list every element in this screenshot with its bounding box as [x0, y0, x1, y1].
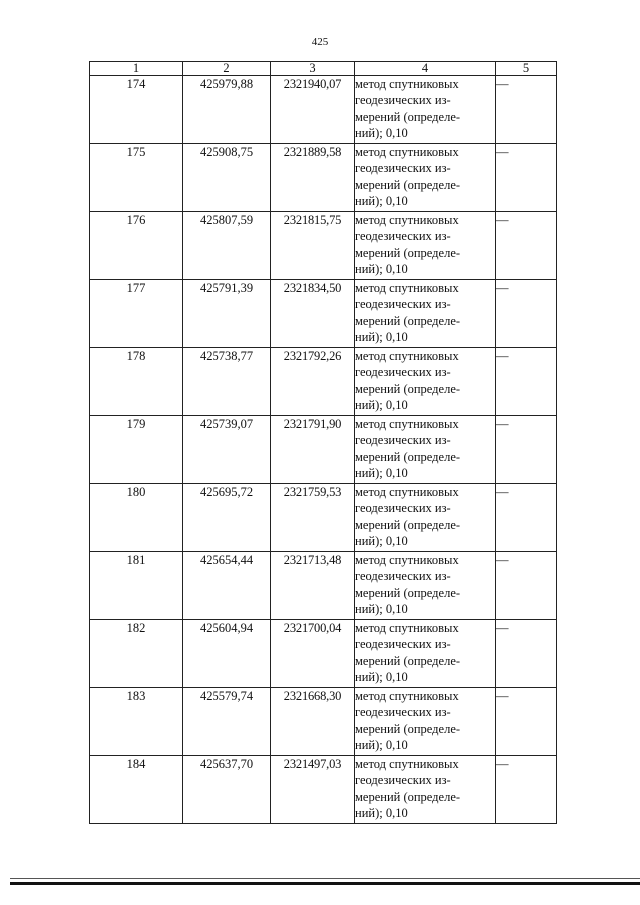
note-cell: — — [496, 688, 557, 756]
point-number-cell: 181 — [90, 552, 183, 620]
method-cell — [355, 552, 496, 620]
method-line: метод спутниковых — [355, 77, 459, 91]
note-cell: — — [496, 76, 557, 144]
point-number-cell: 180 — [90, 484, 183, 552]
note-cell: — — [496, 620, 557, 688]
x-coordinate-cell: 425791,39 — [183, 280, 271, 348]
header-row — [90, 62, 557, 76]
note-cell: — — [496, 280, 557, 348]
method-line: ний); 0,10 — [355, 397, 408, 412]
point-number-cell: 176 — [90, 212, 183, 280]
table-row — [90, 76, 557, 144]
x-coordinate-cell: 425807,59 — [183, 212, 271, 280]
method-line: геодезических из- — [355, 569, 451, 584]
method-cell — [355, 280, 496, 348]
page-number: 425 — [311, 36, 329, 48]
x-coordinate-cell: 425604,94 — [183, 620, 271, 688]
note-cell: — — [496, 348, 557, 416]
point-number-cell: 174 — [90, 76, 183, 144]
point-number-cell: 183 — [90, 688, 183, 756]
y-coordinate-cell: 2321700,04 — [271, 620, 355, 688]
method-line: метод спутниковых — [355, 553, 459, 567]
table-row — [90, 620, 557, 688]
x-coordinate-cell: 425908,75 — [183, 144, 271, 212]
method-cell — [355, 348, 496, 416]
method-line: ний); 0,10 — [355, 465, 408, 480]
method-line: метод спутниковых — [355, 485, 459, 499]
method-line: геодезических из- — [355, 161, 451, 176]
method-line: ний); 0,10 — [355, 805, 408, 820]
y-coordinate-cell: 2321815,75 — [271, 212, 355, 280]
y-coordinate-cell: 2321759,53 — [271, 484, 355, 552]
column-header-1: 1 — [90, 62, 183, 76]
y-coordinate-cell: 2321792,26 — [271, 348, 355, 416]
column-header-4: 4 — [355, 62, 496, 76]
method-line: метод спутниковых — [355, 145, 459, 159]
x-coordinate-cell: 425695,72 — [183, 484, 271, 552]
method-line: геодезических из- — [355, 297, 451, 312]
table-row — [90, 756, 557, 824]
column-header-5: 5 — [496, 62, 557, 76]
method-line: мерений (определе- — [355, 313, 461, 328]
y-coordinate-cell: 2321791,90 — [271, 416, 355, 484]
method-cell — [355, 756, 496, 824]
method-line: геодезических из- — [355, 501, 451, 516]
method-line: метод спутниковых — [355, 417, 459, 431]
y-coordinate-cell: 2321834,50 — [271, 280, 355, 348]
column-header-2: 2 — [183, 62, 271, 76]
table-body — [90, 76, 557, 824]
method-line: ний); 0,10 — [355, 193, 408, 208]
method-cell — [355, 76, 496, 144]
method-line: ний); 0,10 — [355, 533, 408, 548]
y-coordinate-cell: 2321668,30 — [271, 688, 355, 756]
table-row — [90, 144, 557, 212]
y-coordinate-cell: 2321713,48 — [271, 552, 355, 620]
method-line: метод спутниковых — [355, 621, 459, 635]
note-cell: — — [496, 756, 557, 824]
method-line: мерений (определе- — [355, 789, 461, 804]
method-cell — [355, 144, 496, 212]
method-line: мерений (определе- — [355, 721, 461, 736]
method-cell — [355, 688, 496, 756]
method-line: мерений (определе- — [355, 245, 461, 260]
x-coordinate-cell: 425579,74 — [183, 688, 271, 756]
point-number-cell: 182 — [90, 620, 183, 688]
method-line: мерений (определе- — [355, 517, 461, 532]
y-coordinate-cell: 2321940,07 — [271, 76, 355, 144]
method-line: ний); 0,10 — [355, 601, 408, 616]
point-number-cell: 184 — [90, 756, 183, 824]
method-line: ний); 0,10 — [355, 329, 408, 344]
method-line: ний); 0,10 — [355, 125, 408, 140]
note-cell: — — [496, 212, 557, 280]
table-row — [90, 552, 557, 620]
table-row — [90, 688, 557, 756]
point-number-cell: 177 — [90, 280, 183, 348]
y-coordinate-cell: 2321889,58 — [271, 144, 355, 212]
table-header — [90, 62, 557, 76]
point-number-cell: 178 — [90, 348, 183, 416]
footer-rule-thin — [10, 878, 640, 879]
method-line: ний); 0,10 — [355, 669, 408, 684]
method-line: метод спутниковых — [355, 281, 459, 295]
method-line: мерений (определе- — [355, 585, 461, 600]
method-line: геодезических из- — [355, 433, 451, 448]
note-cell: — — [496, 484, 557, 552]
method-line: метод спутниковых — [355, 689, 459, 703]
table-row — [90, 280, 557, 348]
table-row — [90, 416, 557, 484]
table-row — [90, 348, 557, 416]
x-coordinate-cell: 425654,44 — [183, 552, 271, 620]
note-cell: — — [496, 552, 557, 620]
method-line: ний); 0,10 — [355, 261, 408, 276]
table-row — [90, 484, 557, 552]
method-line: мерений (определе- — [355, 653, 461, 668]
method-line: геодезических из- — [355, 773, 451, 788]
method-line: метод спутниковых — [355, 213, 459, 227]
method-cell — [355, 484, 496, 552]
x-coordinate-cell: 425979,88 — [183, 76, 271, 144]
y-coordinate-cell: 2321497,03 — [271, 756, 355, 824]
x-coordinate-cell: 425738,77 — [183, 348, 271, 416]
method-line: мерений (определе- — [355, 177, 461, 192]
table-row — [90, 212, 557, 280]
point-number-cell: 175 — [90, 144, 183, 212]
method-line: геодезических из- — [355, 229, 451, 244]
method-cell — [355, 620, 496, 688]
method-line: мерений (определе- — [355, 381, 461, 396]
footer-rule — [10, 882, 640, 885]
method-line: мерений (определе- — [355, 109, 461, 124]
x-coordinate-cell: 425637,70 — [183, 756, 271, 824]
x-coordinate-cell: 425739,07 — [183, 416, 271, 484]
method-cell — [355, 212, 496, 280]
coordinates-table — [89, 61, 557, 824]
method-line: метод спутниковых — [355, 757, 459, 771]
method-line: геодезических из- — [355, 365, 451, 380]
column-header-3: 3 — [271, 62, 355, 76]
method-line: геодезических из- — [355, 637, 451, 652]
note-cell: — — [496, 144, 557, 212]
method-line: ний); 0,10 — [355, 737, 408, 752]
method-line: геодезических из- — [355, 93, 451, 108]
method-line: геодезических из- — [355, 705, 451, 720]
note-cell: — — [496, 416, 557, 484]
method-cell — [355, 416, 496, 484]
method-line: метод спутниковых — [355, 349, 459, 363]
point-number-cell: 179 — [90, 416, 183, 484]
method-line: мерений (определе- — [355, 449, 461, 464]
